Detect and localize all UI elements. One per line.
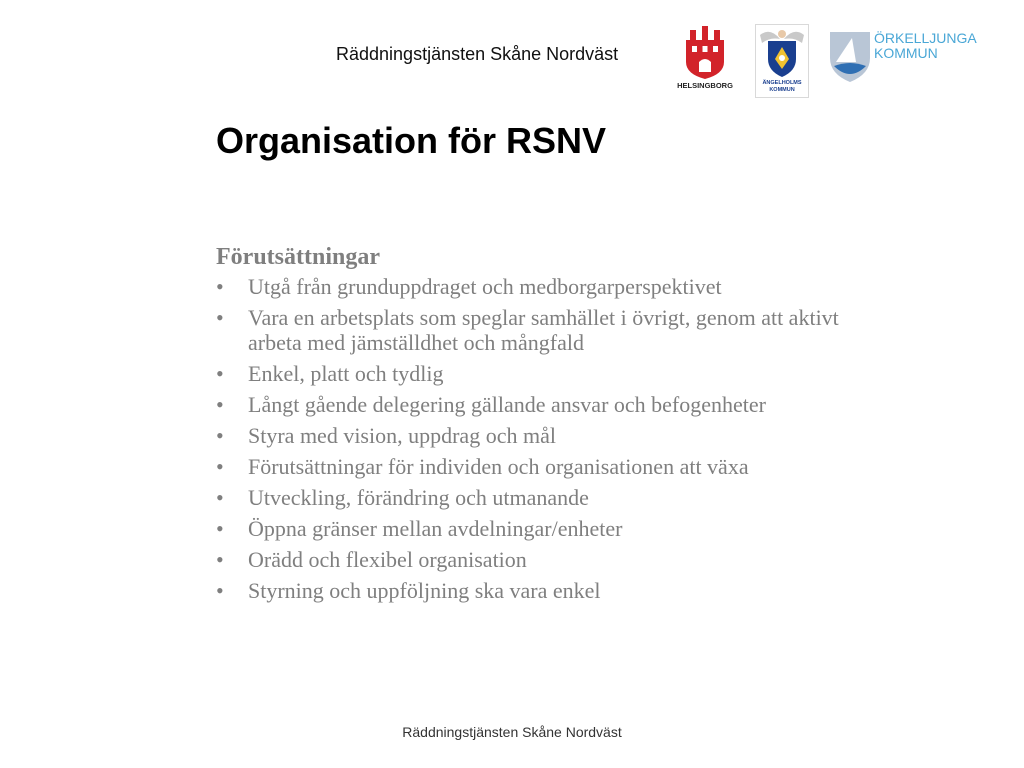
bullet-text: Utveckling, förändring och utmanande: [248, 485, 589, 510]
subheading: Förutsättningar: [216, 244, 380, 270]
bullet-icon: •: [216, 305, 224, 330]
bullet-item: [216, 516, 896, 541]
bullet-text: Vara en arbetsplats som speglar samhället i övrigt, genom att aktivt arbeta med jämställdhet och mångfald: [248, 305, 839, 355]
bullet-icon: •: [216, 547, 224, 572]
bullet-item: [216, 392, 896, 417]
bullet-item: [216, 578, 896, 603]
helsingborg-logo-text: HELSINGBORG: [677, 81, 733, 90]
bullet-item: [216, 361, 896, 386]
slide-title: Organisation för RSNV: [216, 120, 607, 161]
bullet-icon: •: [216, 274, 224, 299]
bullet-text: Förutsättningar för individen och organisationen att växa: [248, 454, 749, 479]
orkelljunga-logo-line1: ÖRKELLJUNGA: [874, 30, 977, 46]
bullet-item: [216, 547, 896, 572]
bullet-icon: •: [216, 485, 224, 510]
bullet-item: [216, 485, 896, 510]
bullet-text: Utgå från grunduppdraget och medborgarperspektivet: [248, 274, 722, 299]
bullet-icon: •: [216, 454, 224, 479]
bullet-item: [216, 305, 896, 355]
slide-content: [216, 242, 896, 609]
bullet-text: Orädd och flexibel organisation: [248, 547, 527, 572]
bullet-text: Enkel, platt och tydlig: [248, 361, 444, 386]
bullet-list: [216, 274, 896, 603]
angelholm-logo-line2: KOMMUN: [769, 87, 795, 93]
orkelljunga-logo-line2: KOMMUN: [874, 45, 938, 61]
orkelljunga-crest-icon: [826, 28, 874, 84]
angelholm-logo-text: [756, 80, 808, 94]
bullet-icon: •: [216, 578, 224, 603]
angelholm-crest-icon: [756, 25, 808, 79]
bullet-text: Styrning och uppföljning ska vara enkel: [248, 578, 601, 603]
orkelljunga-kommun-logo: [826, 28, 977, 84]
bullet-item: [216, 423, 896, 448]
bullet-text: Öppna gränser mellan avdelningar/enheter: [248, 516, 623, 541]
bullet-item: [216, 454, 896, 479]
bullet-icon: •: [216, 516, 224, 541]
bullet-item: [216, 274, 896, 299]
bullet-icon: •: [216, 392, 224, 417]
helsingborg-crest-icon: [670, 24, 740, 80]
footer-text: Räddningstjänsten Skåne Nordväst: [402, 724, 622, 740]
helsingborg-logo: [670, 24, 740, 96]
header-organization-name: Räddningstjänsten Skåne Nordväst: [336, 44, 619, 64]
bullet-icon: •: [216, 361, 224, 386]
angelholm-logo-line1: ÄNGELHOLMS: [762, 80, 802, 86]
bullet-icon: •: [216, 423, 224, 448]
bullet-text: Långt gående delegering gällande ansvar och befogenheter: [248, 392, 766, 417]
orkelljunga-logo-text: [874, 31, 977, 61]
angelholms-kommun-logo: [755, 24, 809, 98]
bullet-text: Styra med vision, uppdrag och mål: [248, 423, 556, 448]
